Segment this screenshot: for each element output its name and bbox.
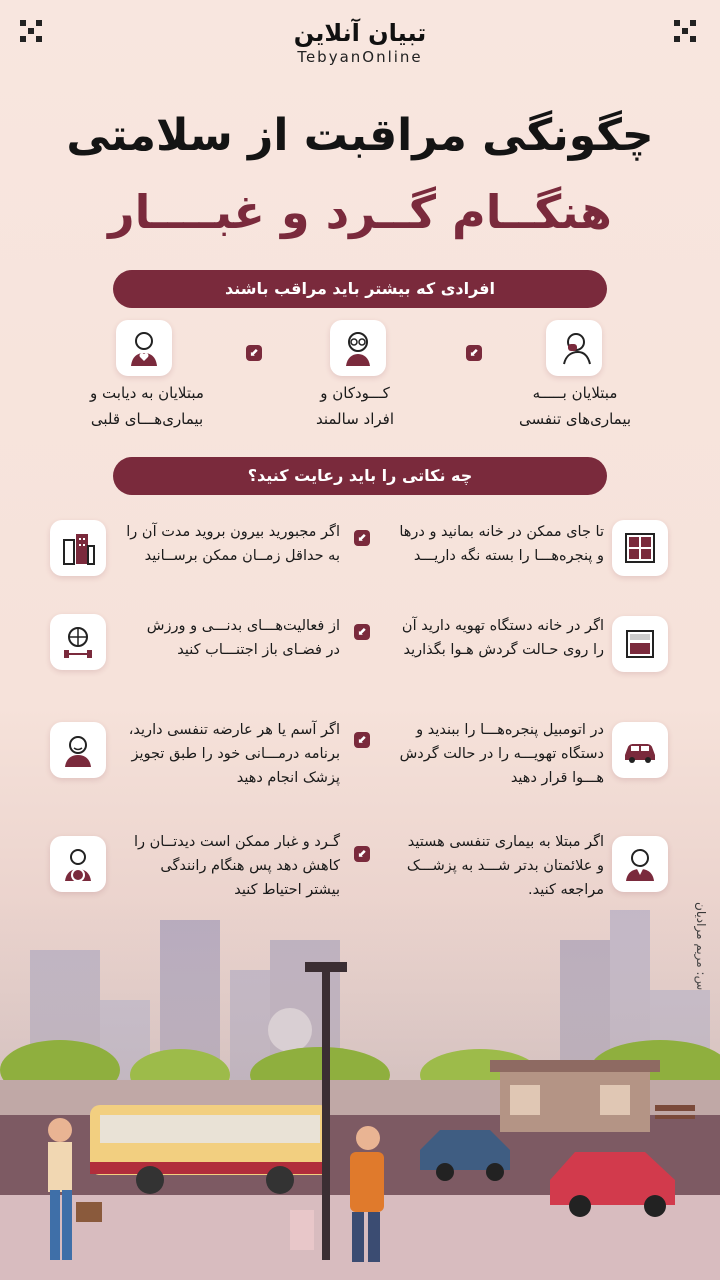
elderly-icon [330, 320, 386, 376]
tip-7-text: اگر مبتلا به بیماری تنفسی هستید و علائمتان بدتر شـــد به پزشـــک مراجعه کنید. [406, 834, 604, 898]
dusty-city-illustration [0, 880, 720, 1280]
car-icon [612, 722, 668, 778]
tip-2-text: اگر مجبورید بیرون بروید مدت آن را به حداقل زمــان ممکن برســانید [126, 524, 340, 564]
tip-6-text: اگر آسم یا هر عارضه تنفسی دارید، برنامه درمـــانی خود را طبق تجویز پزشک انجام دهید [128, 722, 340, 786]
tip-5-text: در اتومبیل پنجره‌هـــا را ببندید و دستگاه تهویـــه را در حالت گردش هـــوا قرار دهید [399, 722, 604, 786]
exercise-icon [50, 614, 106, 670]
brand-name-fa: تبیان آنلاین [293, 19, 427, 47]
heart-patient-icon [116, 320, 172, 376]
page-title: چگونگی مراقبت از سلامتی [66, 110, 654, 161]
arrow-icon: ⬋ [246, 345, 262, 361]
tip-4-text: از فعالیت‌هـــای بدنـــی و ورزش در فضـای باز اجتنـــاب کنید [146, 618, 340, 658]
page-subtitle: هنگــام گــرد و غبــــار [108, 185, 612, 239]
arrow-icon: ⬋ [354, 846, 370, 862]
tip-3-text: اگر در خانه دستگاه تهویه دارید آن را روی حـالت گردش هـوا بگذارید [401, 618, 604, 658]
arrow-icon: ⬋ [354, 624, 370, 640]
group-label-respiratory: مبتلایان بـــــه بیماری‌های تنفسی [518, 384, 632, 428]
brand-name-en: TebyanOnline [297, 48, 423, 66]
brand-logo [0, 18, 720, 66]
window-icon [612, 520, 668, 576]
arrow-icon: ⬋ [354, 530, 370, 546]
city-buildings-icon [50, 520, 106, 576]
arrow-icon: ⬋ [466, 345, 482, 361]
tips-header: چه نکاتی را باید رعایت کنید؟ [113, 457, 607, 495]
tip-8-text: گـرد و غبار ممکن است دیدتــان را کاهش دهد پس هنگام رانندگی بیشتر احتیاط کنید [134, 834, 340, 898]
group-label-elderly: کـــودکان و افراد سالمند [315, 384, 394, 428]
group-label-diabetes: مبتلایان به دیابت و بیماری‌هـــای قلبی [90, 384, 204, 428]
asthma-person-icon [50, 722, 106, 778]
tip-1-text: تا جای ممکن در خانه بمانید و درها و پنجره‌هـــا را بسته نگه داریـــد [399, 524, 604, 564]
arrow-icon: ⬋ [354, 732, 370, 748]
mask-person-icon [546, 320, 602, 376]
groups-header: افرادی که بیشتر باید مراقب باشند [113, 270, 607, 308]
air-conditioner-icon [612, 616, 668, 672]
watermark-logo-icon [268, 1008, 312, 1052]
